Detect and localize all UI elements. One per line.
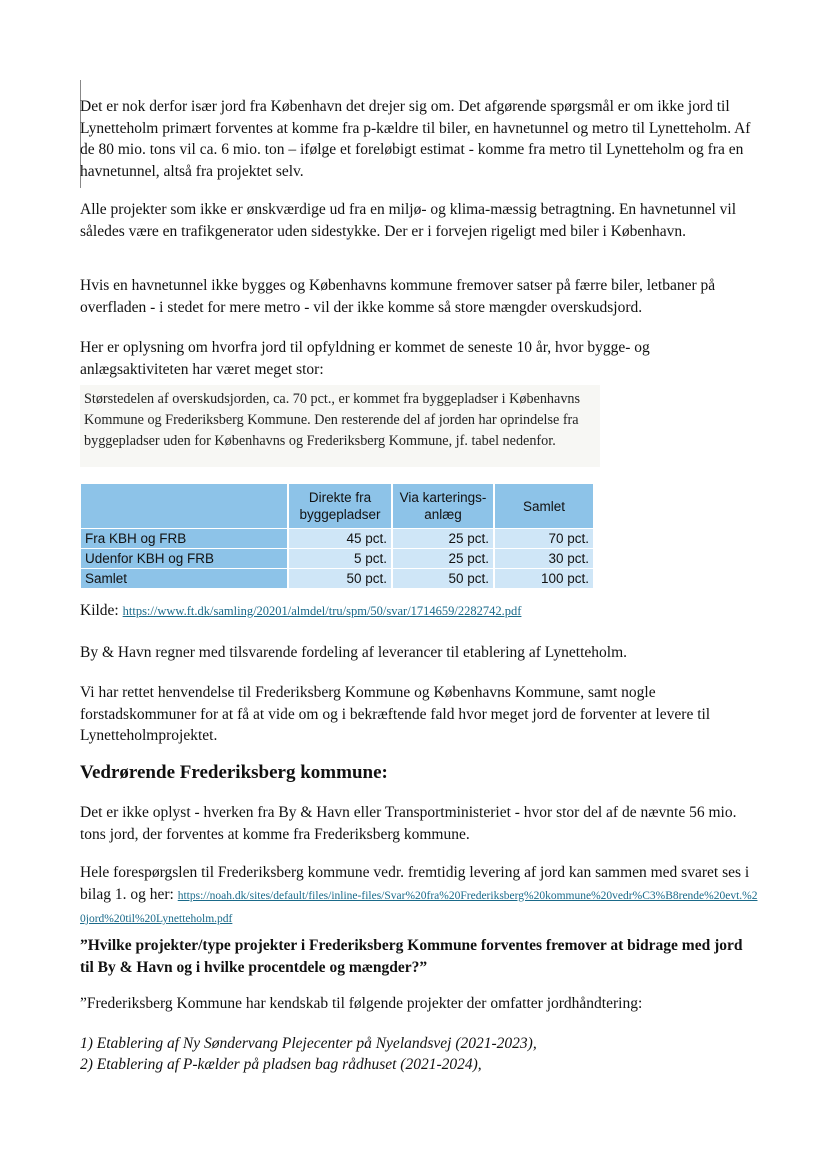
paragraph-8-text: Hele forespørgslen til Frederiksberg kommune vedr. fremtidig levering af jord kan sammen med svaret ses i bilag 1. og her: bbox=[80, 864, 750, 903]
table-header-cell: Via karterings-anlæg bbox=[392, 484, 494, 529]
table-cell: 5 pct. bbox=[288, 549, 392, 569]
table-cell: Fra KBH og FRB bbox=[81, 529, 288, 549]
table-cell: 50 pct. bbox=[392, 569, 494, 589]
table-header-row bbox=[81, 484, 594, 529]
paragraph-4: Her er oplysning om hvorfra jord til opfyldning er kommet de seneste 10 år, hvor bygge- og anlægsaktiviteten har været meget stor: bbox=[80, 339, 650, 378]
source-link[interactable]: https://www.ft.dk/samling/20201/almdel/tru/spm/50/svar/1714659/2282742.pdf bbox=[122, 604, 522, 618]
paragraph-6: Vi har rettet henvendelse til Frederiksberg Kommune og Københavns Kommune, samt nogle forstadskommuner for at få at vide om og i bekræftende fald hvor meget jord de forventer at levere til Lynetteholmprojektet. bbox=[80, 684, 711, 744]
paragraph-8 bbox=[80, 862, 760, 931]
table-cell: 30 pct. bbox=[494, 549, 594, 569]
paragraph-7: Det er ikke oplyst - hverken fra By & Havn eller Transportministeriet - hvor stor del af de nævnte 56 mio. tons jord, der forventes at komme fra Frederiksberg kommune. bbox=[80, 804, 737, 843]
table-header-cell: Samlet bbox=[494, 484, 594, 529]
table-cell: Udenfor KBH og FRB bbox=[81, 549, 288, 569]
list-item: 2) Etablering af P-kælder på pladsen bag rådhuset (2021-2024), bbox=[80, 1056, 482, 1073]
table-cell: 45 pct. bbox=[288, 529, 392, 549]
table-cell: 25 pct. bbox=[392, 549, 494, 569]
table-cell: 100 pct. bbox=[494, 569, 594, 589]
table-cell: 70 pct. bbox=[494, 529, 594, 549]
table-cell: 50 pct. bbox=[288, 569, 392, 589]
table-cell: Samlet bbox=[81, 569, 288, 589]
table-row bbox=[81, 569, 594, 589]
question-paragraph: ”Hvilke projekter/type projekter i Frederiksberg Kommune forventes fremover at bidrage med jord til By & Havn og i hvilke procentdele og mængder?” bbox=[80, 937, 743, 976]
table-row bbox=[81, 529, 594, 549]
paragraph-2: Alle projekter som ikke er ønskværdige ud fra en miljø- og klima-mæssig betragtning. En havnetunnel vil således være en trafikgenerator uden sidestykke. Der er i forvejen rigeligt med biler i København. bbox=[80, 201, 737, 240]
table-header-cell: Direkte fra byggepladser bbox=[288, 484, 392, 529]
section-heading: Vedrørende Frederiksberg kommune: bbox=[80, 762, 388, 783]
paragraph-9: ”Frederiksberg Kommune har kendskab til følgende projekter der omfatter jordhåndtering: bbox=[80, 995, 643, 1012]
table-cell: 25 pct. bbox=[392, 529, 494, 549]
paragraph-5: By & Havn regner med tilsvarende fordeling af leverancer til etablering af Lynetteholm. bbox=[80, 644, 628, 661]
table-header-cell bbox=[81, 484, 288, 529]
source-line bbox=[80, 602, 521, 620]
paragraph-1: Det er nok derfor især jord fra København det drejer sig om. Det afgørende spørgsmål er om ikke jord til Lynetteholm primært forventes at komme fra p-kældre til biler, en havnetunnel og metro til Lynetteholm. Af de 80 mio. tons vil ca. 6 mio. ton – ifølge et foreløbigt estimat - komme fra metro til Lynetteholm og fra en havnetunnel, altså fra projektet selv. bbox=[80, 98, 751, 180]
quoted-excerpt: Størstedelen af overskudsjorden, ca. 70 pct., er kommet fra byggepladser i Københavns Kommune og Frederiksberg Kommune. Den resterende del af jorden har oprindelse fra byggepladser uden for Københavns og Frederiksberg Kommune, jf. tabel nedenfor. bbox=[80, 385, 600, 467]
table-row bbox=[81, 549, 594, 569]
frederiksberg-answer-link[interactable]: https://noah.dk/sites/default/files/inline-files/Svar%20fra%20Frederiksberg%20kommune%20vedr%C3%B8rende%20evt.%20jord%20til%20Lynetteholm.pdf bbox=[80, 889, 758, 925]
source-label: Kilde: bbox=[80, 602, 123, 619]
paragraph-3: Hvis en havnetunnel ikke bygges og Københavns kommune fremover satser på færre biler, letbaner på overfladen - i stedet for mere metro - vil der ikke komme så store mængder overskudsjord. bbox=[80, 277, 716, 316]
list-item: 1) Etablering af Ny Søndervang Plejecenter på Nyelandsvej (2021-2023), bbox=[80, 1035, 537, 1052]
soil-source-table bbox=[81, 484, 595, 588]
